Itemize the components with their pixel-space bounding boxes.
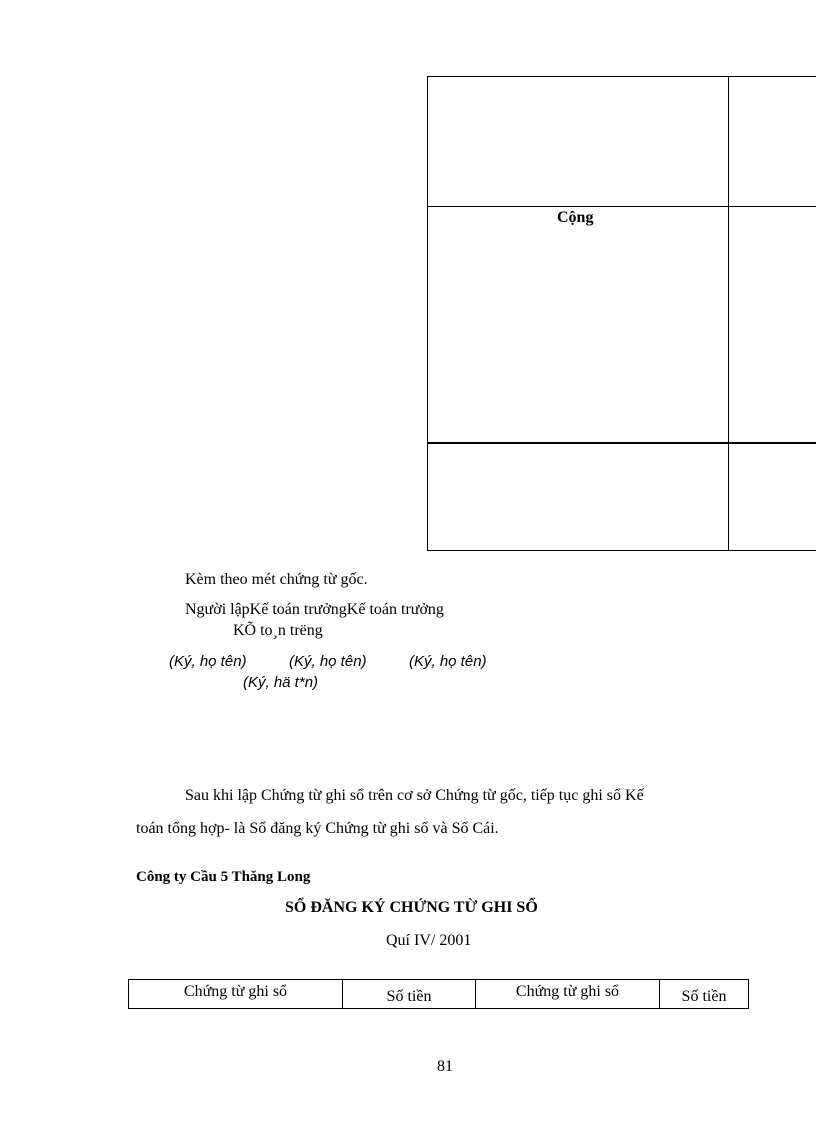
signature-hint-garbled: (Ký, hä t*n) bbox=[243, 674, 319, 691]
register-header-voucher-1: Chứng từ ghi sổ bbox=[129, 980, 343, 1008]
company-name: Công ty Cầu 5 Thăng Long bbox=[136, 869, 311, 885]
body-text-line-2: toán tổng hợp- là Sổ đăng ký Chứng từ ghi sổ và Sổ Cái. bbox=[136, 820, 499, 837]
top-table-top-border bbox=[427, 76, 816, 77]
register-header-amount-2: Số tiền bbox=[681, 988, 727, 1005]
top-table-left-border bbox=[427, 76, 428, 551]
register-period: Quí IV/ 2001 bbox=[386, 932, 472, 949]
body-text-line-1: Sau khi lập Chứng từ ghi sổ trên cơ sở Chứng từ gốc, tiếp tục ghi sổ Kế bbox=[185, 787, 644, 804]
signature-role-garbled: KÕ to¸n trëng bbox=[233, 622, 323, 639]
register-header-voucher-2: Chứng từ ghi sổ bbox=[476, 980, 660, 1008]
top-table-col-divider bbox=[728, 76, 729, 551]
signature-hint-3: (Ký, họ tên) bbox=[409, 653, 487, 670]
register-header-amount-1: Số tiền bbox=[343, 980, 476, 1008]
top-table-bottom-border bbox=[427, 550, 816, 551]
signature-hint-1: (Ký, họ tên) bbox=[169, 653, 247, 670]
signature-roles: Người lậpKế toán trưởngKế toán trưởng bbox=[185, 601, 444, 618]
top-table-row-divider-1 bbox=[427, 206, 816, 207]
register-table bbox=[128, 979, 749, 1009]
register-title: SỔ ĐĂNG KÝ CHỨNG TỪ GHI SỔ bbox=[285, 899, 538, 916]
top-table-row-divider-2 bbox=[427, 442, 816, 444]
signature-hint-2: (Ký, họ tên) bbox=[289, 653, 367, 670]
attachment-note: Kèm theo mét chứng từ gốc. bbox=[185, 571, 368, 588]
top-table-total-label: Cộng bbox=[557, 209, 594, 226]
page-number: 81 bbox=[437, 1058, 453, 1075]
